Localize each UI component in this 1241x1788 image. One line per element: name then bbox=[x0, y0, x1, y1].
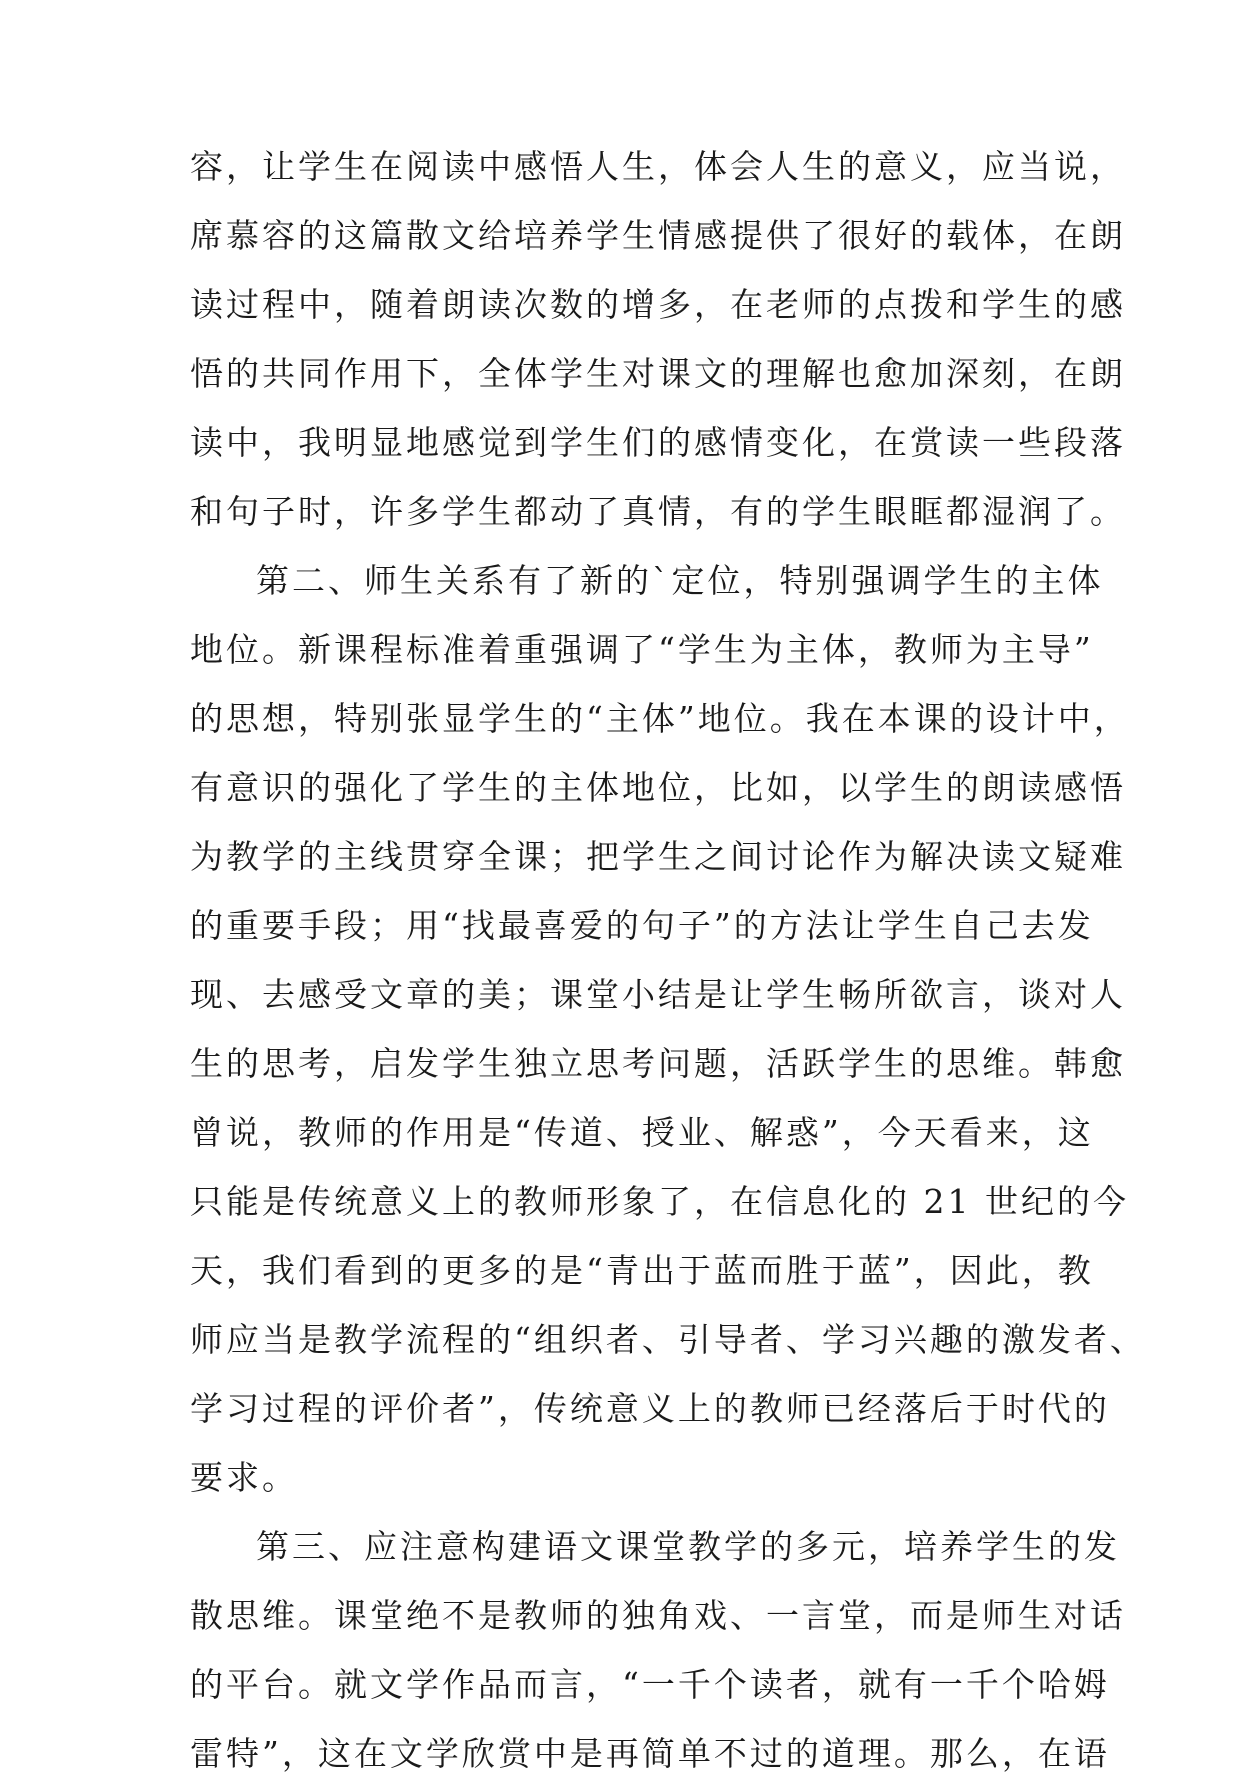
text-line: 为教学的主线贯穿全课；把学生之间讨论作为解决读文疑难 bbox=[190, 837, 1126, 876]
text-line: 散思维。课堂绝不是教师的独角戏、一言堂，而是师生对话 bbox=[190, 1596, 1126, 1635]
text-line: 现、去感受文章的美；课堂小结是让学生畅所欲言，谈对人 bbox=[190, 975, 1126, 1014]
text-line: 容，让学生在阅读中感悟人生，体会人生的意义，应当说， bbox=[190, 147, 1126, 186]
text-line: 生的思考，启发学生独立思考问题，活跃学生的思维。韩愈 bbox=[190, 1044, 1126, 1083]
text-line: 曾说，教师的作用是“传道、授业、解惑”，今天看来，这 bbox=[190, 1113, 1094, 1152]
text-line: 读中，我明显地感觉到学生们的感情变化，在赏读一些段落 bbox=[190, 423, 1126, 462]
text-line: 的思想，特别张显学生的“主体”地位。我在本课的设计中， bbox=[190, 699, 1130, 738]
text-line: 雷特”，这在文学欣赏中是再简单不过的道理。那么，在语 bbox=[190, 1734, 1110, 1773]
text-line: 天，我们看到的更多的是“青出于蓝而胜于蓝”，因此，教 bbox=[190, 1251, 1094, 1290]
text-line: 读过程中，随着朗读次数的增多，在老师的点拨和学生的感 bbox=[190, 285, 1126, 324]
text-line: 悟的共同作用下，全体学生对课文的理解也愈加深刻，在朗 bbox=[190, 354, 1126, 393]
text-line: 师应当是教学流程的“组织者、引导者、学习兴趣的激发者、 bbox=[190, 1320, 1146, 1359]
text-line: 和句子时，许多学生都动了真情，有的学生眼眶都湿润了。 bbox=[190, 492, 1126, 531]
text-line: 的重要手段；用“找最喜爱的句子”的方法让学生自己去发 bbox=[190, 906, 1094, 945]
text-line: 只能是传统意义上的教师形象了，在信息化的 21 世纪的今 bbox=[190, 1182, 1129, 1221]
text-line: 有意识的强化了学生的主体地位，比如，以学生的朗读感悟 bbox=[190, 768, 1126, 807]
text-line: 席慕容的这篇散文给培养学生情感提供了很好的载体，在朗 bbox=[190, 216, 1126, 255]
text-line: 的平台。就文学作品而言，“一千个读者，就有一千个哈姆 bbox=[190, 1665, 1110, 1704]
text-line: 学习过程的评价者”，传统意义上的教师已经落后于时代的 bbox=[190, 1389, 1110, 1428]
paragraph-first-line: 第二、师生关系有了新的`定位，特别强调学生的主体 bbox=[256, 561, 1104, 600]
text-line: 要求。 bbox=[190, 1458, 298, 1497]
text-line: 地位。新课程标准着重强调了“学生为主体，教师为主导” bbox=[190, 630, 1094, 669]
body-text bbox=[190, 132, 1146, 1788]
paragraph-first-line: 第三、应注意构建语文课堂教学的多元，培养学生的发 bbox=[256, 1527, 1120, 1566]
